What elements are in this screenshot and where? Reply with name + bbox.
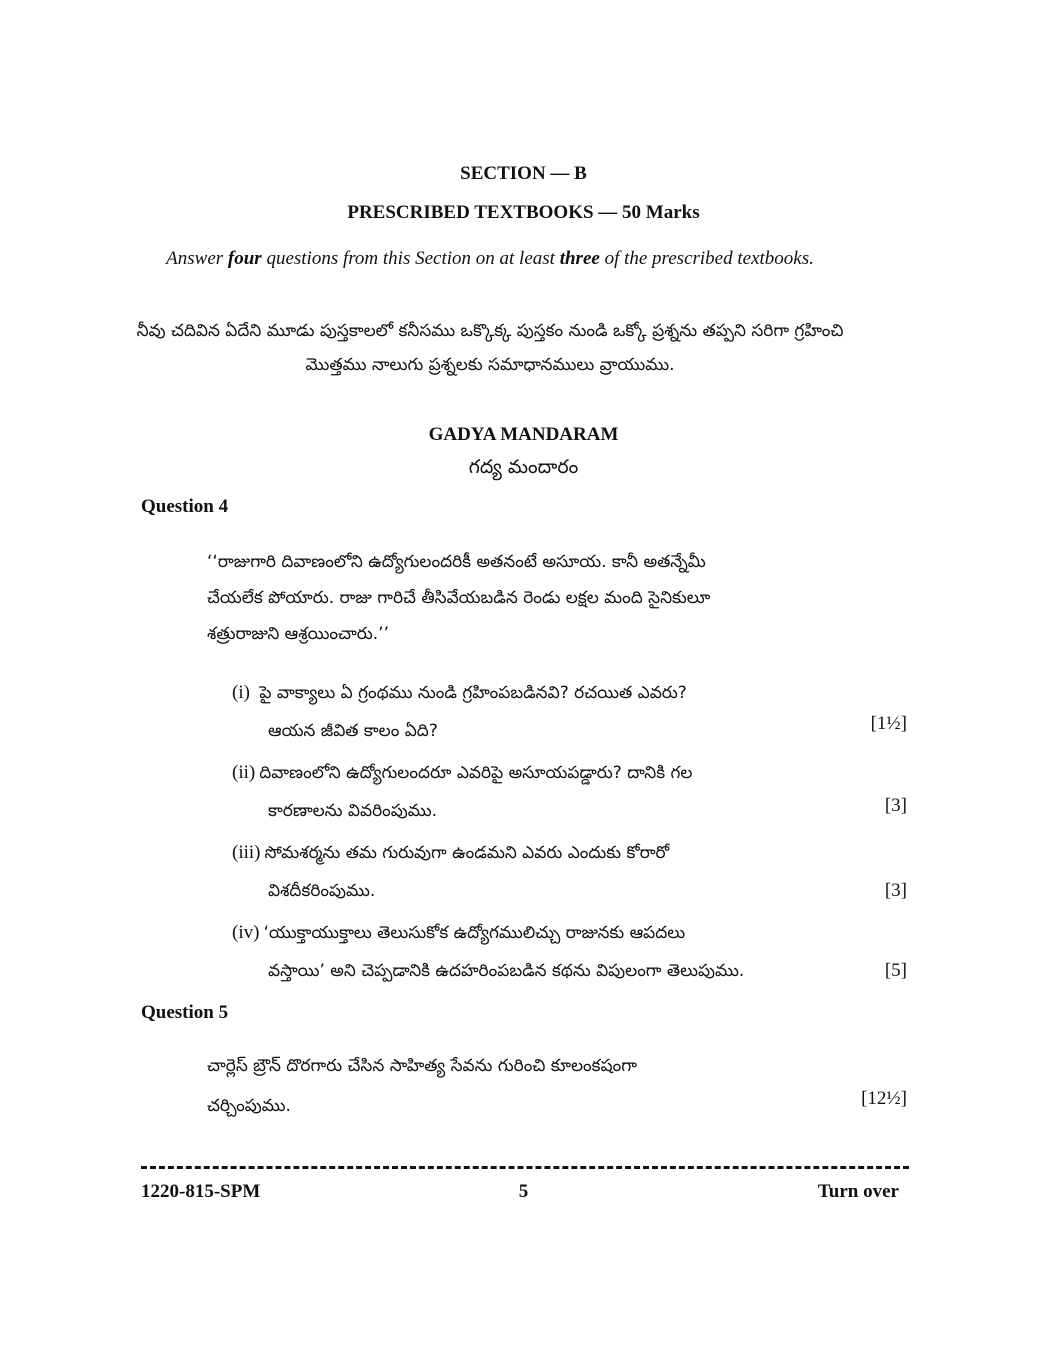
marks-label: [12½] [861,1088,907,1109]
instruction-prefix: Answer [166,248,228,269]
passage-line: శత్రురాజుని ఆశ్రయించారు.’’ [207,624,389,644]
question-5-text [207,1046,807,1126]
instruction-bold-four: four [227,248,262,269]
subquestion-text-cont: విశదీకరింపుము. [268,881,376,901]
subquestion-text: పై వాక్యాలు ఏ గ్రంథము నుండి గ్రహింపబడినవి? రచయిత ఎవరు? [259,683,687,703]
marks-label: [3] [884,880,907,901]
subquestion-number: (i) [232,682,250,703]
question-4-heading: Question 4 [141,496,229,517]
subquestion-iii [232,834,852,910]
subquestion-text: ‘యుక్తాయుక్తాలు తెలుసుకోక ఉద్యోగములిచ్చు రాజునకు ఆపదలు [263,923,686,943]
marks-label: [1½] [870,713,907,734]
passage-line: ‘‘రాజుగారి దివాణంలోని ఉద్యోగులందరికీ అతనంటే అసూయ. కానీ అతన్నేమీ [207,552,706,572]
page-number: 5 [518,1181,529,1202]
marks-label: [5] [884,960,907,981]
exam-code: 1220-815-SPM [141,1181,261,1202]
instruction-bold-three: three [559,248,600,269]
question-5-heading: Question 5 [141,1002,229,1023]
section-subtitle: PRESCRIBED TEXTBOOKS — 50 Marks [347,202,700,223]
passage-line: చేయలేక పోయారు. రాజు గారిచే తీసివేయబడిన రెండు లక్షల మంది సైనికులూ [207,588,711,608]
question-5-line: చర్చింపుము. [207,1096,291,1116]
instruction-suffix: of the prescribed textbooks. [599,248,814,269]
subquestion-i [232,674,852,750]
subquestion-number: (ii) [232,762,256,783]
book-title-telugu: గద్య మందారం [468,456,579,478]
subquestion-text-cont: ఆయన జీవిత కాలం ఏది? [268,721,438,741]
subquestion-text: సోమశర్మను తమ గురువుగా ఉండమని ఎవరు ఎందుకు కోరారో [264,843,670,863]
marks-label: [3] [884,795,907,816]
subquestion-text: దివాణంలోని ఉద్యోగులందరూ ఎవరిపై అసూయపడ్డారు? దానికి గల [259,763,693,783]
subquestion-text-cont: వస్తాయి’ అని చెప్పడానికి ఉదహరింపబడిన కథను విపులంగా తెలుపుము. [268,961,745,981]
subquestion-ii [232,754,852,830]
subquestion-iv [232,914,852,990]
turn-over-label: Turn over [817,1181,899,1202]
subquestion-number: (iv) [232,922,260,943]
instruction-mid: questions from this Section on at least [261,248,560,269]
question-4-passage [207,544,847,652]
question-5-line: చార్లెస్ బ్రౌన్ దొరగారు చేసిన సాహిత్య సేవను గురించి కూలంకషంగా [207,1056,637,1076]
book-title: GADYA MANDARAM [428,424,619,445]
subquestion-text-cont: కారణాలను వివరింపుము. [268,801,438,821]
subquestion-number: (iii) [232,842,261,863]
section-title: SECTION — B [460,163,587,184]
instruction-telugu: నీవు చదివిన ఏదేని మూడు పుస్తకాలలో కనీసము ఒక్కొక్క పుస్తకం నుండి ఒక్కో ప్రశ్నను తప్పని సరిగా గ్రహించి మొత్తము నాలుగు ప్రశ్నలకు సమాధానములు వ్రాయుము. [136,321,844,375]
footer-divider [141,1166,909,1169]
instruction-english [150,244,830,273]
